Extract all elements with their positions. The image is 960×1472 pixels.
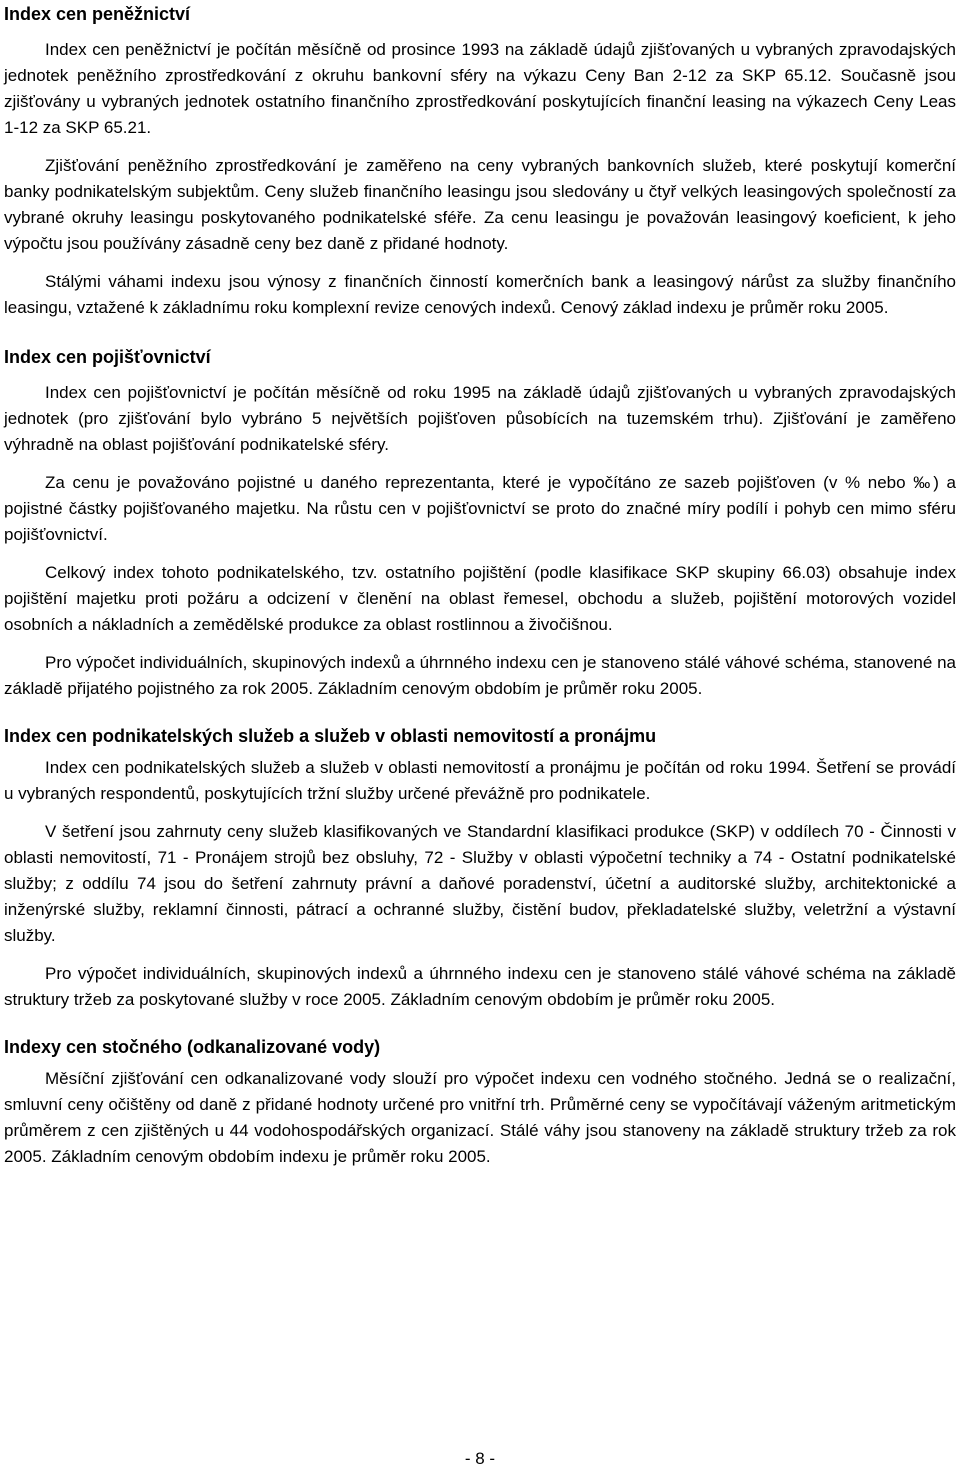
paragraph: Stálými váhami indexu jsou výnosy z finančních činností komerčních bank a leasingový nárůst za služby finančního leasingu, vztažené k základnímu roku komplexní revize cenových indexů. Cenový základ indexu je průměr roku 2005. — [4, 272, 956, 317]
paragraph: Měsíční zjišťování cen odkanalizované vody slouží pro výpočet indexu cen vodného stočného. Jedná se o realizační, smluvní ceny očištěny od daně z přidané hodnoty určené pro vnitřní trh. Průměrné ceny se vypočítávají váženým aritmetickým průměrem z cen zjištěných u 44 vodohospodářských organizací. Stálé váhy jsou stanoveny na základě struktury tržeb za rok 2005. Základním cenovým obdobím indexu je průměr roku 2005. — [4, 1069, 956, 1166]
section-heading: Index cen pojišťovnictví — [4, 347, 211, 367]
section-stocne — [4, 1034, 956, 1170]
paragraph: Index cen peněžnictví je počítán měsíčně od prosince 1993 na základě údajů zjišťovaných u vybraných zpravodajských jednotek peněžního zprostředkování z okruhu bankovní sféry na výkazu Ceny Ban 2-12 za SKP 65.12. Současně jsou zjišťovány u vybraných jednotek ostatního finančního zprostředkování poskytujících finanční leasing na výkazech Ceny Leas 1-12 za SKP 65.21. — [4, 40, 956, 137]
section-heading: Indexy cen stočného (odkanalizované vody) — [4, 1037, 381, 1057]
document-page — [0, 1, 960, 1471]
paragraph: Za cenu je považováno pojistné u daného reprezentanta, které je vypočítáno ze sazeb pojišťoven (v % nebo ‰) a pojistné částky pojišťovaného majetku. Na růstu cen v pojišťovnictví se proto do značné míry podílí i pohyb cen mimo sféru pojišťovnictví. — [4, 473, 956, 544]
section-podnikatelske-sluzby — [4, 723, 956, 1013]
paragraph: V šetření jsou zahrnuty ceny služeb klasifikovaných ve Standardní klasifikaci produkce (SKP) v oddílech 70 - Činnosti v oblasti nemovitostí, 71 - Pronájem strojů bez obsluhy, 72 - Služby v oblasti výpočetní techniky a 74 - Ostatní podnikatelské služby; z oddílu 74 jsou do šetření zahrnuty právní a daňové poradenství, účetní a auditorské služby, architektonické a inženýrské služby, reklamní činnosti, pátrací a ochranné služby, čistění budov, překladatelské služby, veletržní a výstavní služby. — [4, 822, 956, 945]
section-penezhnictvi — [4, 1, 956, 321]
paragraph: Celkový index tohoto podnikatelského, tzv. ostatního pojištění (podle klasifikace SKP skupiny 66.03) obsahuje index pojištění majetku proti požáru a odcizení v členění na oblast řemesel, obchodu a služeb, pojištění motorových vozidel osobních a nákladních a zemědělské produkce za oblast rostlinnou a živočišnou. — [4, 563, 956, 634]
section-heading: Index cen peněžnictví — [4, 4, 191, 24]
paragraph: Zjišťování peněžního zprostředkování je zaměřeno na ceny vybraných bankovních služeb, které poskytují komerční banky podnikatelským subjektům. Ceny služeb finančního leasingu jsou sledovány u čtyř velkých leasingových společností za vybrané okruhy leasingu poskytovaného podnikatelské sféře. Za cenu leasingu je považován leasingový koeficient, k jeho výpočtu jsou používány zásadně ceny bez daně z přidané hodnoty. — [4, 156, 956, 253]
paragraph: Pro výpočet individuálních, skupinových indexů a úhrnného indexu cen je stanoveno stálé váhové schéma, stanovené na základě přijatého pojistného za rok 2005. Základním cenovým obdobím je průměr roku 2005. — [4, 653, 956, 698]
section-pojistovnictvi — [4, 344, 956, 702]
paragraph: Pro výpočet individuálních, skupinových indexů a úhrnného indexu cen je stanoveno stálé váhové schéma na základě struktury tržeb za poskytované služby v roce 2005. Základním cenovým obdobím je průměr roku 2005. — [4, 964, 956, 1009]
paragraph: Index cen podnikatelských služeb a služeb v oblasti nemovitostí a pronájmu je počítán od roku 1994. Šetření se provádí u vybraných respondentů, poskytujících tržní služby určené převážně pro podnikatele. — [4, 758, 956, 803]
page-number: - 8 - — [464, 1449, 496, 1468]
paragraph: Index cen pojišťovnictví je počítán měsíčně od roku 1995 na základě údajů zjišťovaných u vybraných zpravodajských jednotek (pro zjišťování bylo vybráno 5 největších pojišťoven působících na tuzemském trhu). Zjišťování je zaměřeno výhradně na oblast pojišťování podnikatelské sféry. — [4, 383, 956, 454]
section-heading: Index cen podnikatelských služeb a služeb v oblasti nemovitostí a pronájmu — [4, 726, 657, 746]
